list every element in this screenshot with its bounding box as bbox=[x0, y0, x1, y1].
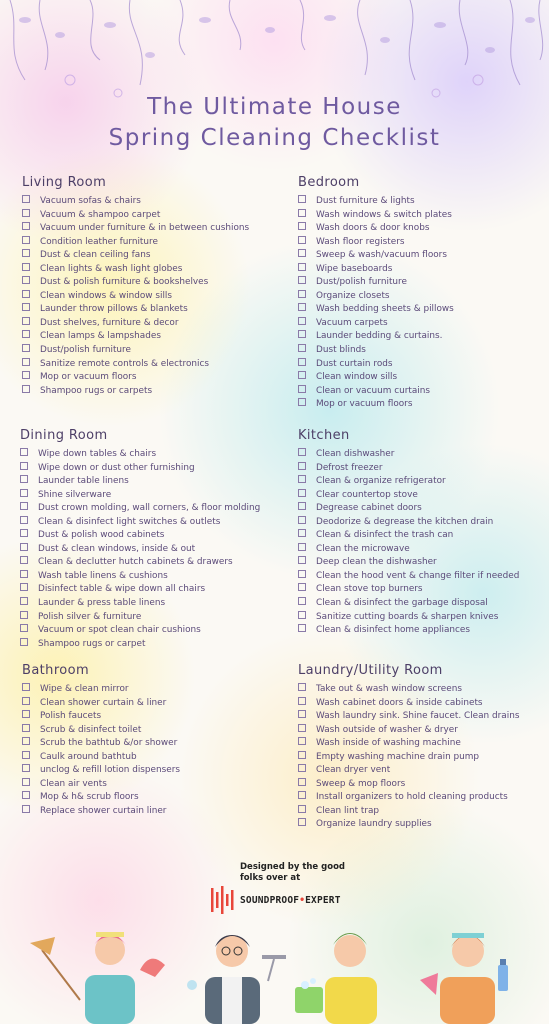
checklist-item-label: Dust shelves, furniture & decor bbox=[40, 317, 179, 328]
checkbox[interactable] bbox=[22, 317, 30, 325]
checkbox[interactable] bbox=[298, 263, 306, 271]
checklist-item[interactable] bbox=[298, 263, 454, 277]
section-living-room bbox=[22, 175, 249, 398]
person-with-squeegee-icon bbox=[187, 935, 286, 1024]
checklist-item[interactable] bbox=[298, 222, 454, 236]
checklist-item-label: Disinfect table & wipe down all chairs bbox=[38, 584, 206, 595]
checkbox[interactable] bbox=[298, 611, 306, 619]
checkbox[interactable] bbox=[20, 638, 28, 646]
section-dining-room bbox=[20, 428, 260, 651]
checkbox[interactable] bbox=[298, 818, 306, 826]
checkbox[interactable] bbox=[22, 358, 30, 366]
person-with-bucket-icon bbox=[295, 933, 377, 1024]
checkbox[interactable] bbox=[22, 791, 30, 799]
checkbox[interactable] bbox=[22, 290, 30, 298]
checklist-item-label: Clean dryer vent bbox=[316, 765, 391, 776]
checklist-item[interactable] bbox=[298, 516, 519, 530]
checklist-item[interactable] bbox=[298, 624, 519, 638]
checklist-item[interactable] bbox=[298, 502, 519, 516]
checklist-item[interactable] bbox=[20, 502, 260, 516]
checklist-item-label: Replace shower curtain liner bbox=[40, 805, 167, 816]
checklist-item[interactable] bbox=[22, 330, 249, 344]
checklist-item-label: Clean dishwasher bbox=[316, 449, 395, 459]
checklist-item-label: Clean windows & window sills bbox=[40, 290, 173, 301]
checkbox[interactable] bbox=[20, 489, 28, 497]
brand-main: SOUNDPROOF bbox=[240, 894, 300, 906]
cleaning-people-illustration bbox=[0, 915, 549, 1024]
checkbox[interactable] bbox=[298, 489, 306, 497]
checklist-item-label: Sweep & wash/vacuum floors bbox=[316, 250, 447, 261]
sound-bars-icon bbox=[210, 886, 236, 914]
checkbox[interactable] bbox=[20, 448, 28, 456]
checklist-item[interactable] bbox=[20, 462, 260, 476]
checkbox[interactable] bbox=[22, 710, 30, 718]
checklist-item-label: Launder & press table linens bbox=[38, 598, 166, 609]
checklist-item[interactable] bbox=[298, 371, 454, 385]
checklist-item[interactable] bbox=[298, 570, 519, 584]
checkbox[interactable] bbox=[298, 697, 306, 705]
checkbox[interactable] bbox=[298, 683, 306, 691]
checklist-item-label: Mop or vacuum floors bbox=[40, 372, 137, 383]
checklist-item[interactable] bbox=[298, 303, 454, 317]
section-heading: Kitchen bbox=[298, 428, 350, 443]
checklist-item[interactable] bbox=[298, 697, 519, 711]
checklist-item-label: Clean & disinfect the trash can bbox=[316, 530, 454, 541]
checklist-item[interactable] bbox=[22, 195, 249, 209]
checkbox[interactable] bbox=[298, 556, 306, 564]
checklist-item[interactable] bbox=[22, 344, 249, 358]
checklist-item[interactable] bbox=[298, 276, 454, 290]
checkbox[interactable] bbox=[22, 683, 30, 691]
checklist-item[interactable] bbox=[298, 330, 454, 344]
credit-line-2: folks over at bbox=[240, 873, 301, 883]
checklist-item-label: Empty washing machine drain pump bbox=[316, 751, 480, 762]
checklist-item[interactable] bbox=[22, 764, 180, 778]
checkbox[interactable] bbox=[298, 751, 306, 759]
checklist-item-label: Clean window sills bbox=[316, 372, 398, 383]
checklist-item-label: Launder table linens bbox=[38, 476, 129, 487]
checklist-item[interactable] bbox=[22, 263, 249, 277]
checklist-item-label: Scrub & disinfect toilet bbox=[40, 724, 142, 735]
checkbox[interactable] bbox=[20, 597, 28, 605]
checklist bbox=[298, 195, 454, 412]
checklist-item-label: Dust/polish furniture bbox=[40, 345, 131, 356]
section-laundry-utility-room bbox=[298, 663, 519, 832]
checklist-item-label: Wipe baseboards bbox=[316, 263, 393, 274]
checklist-item-label: Wash cabinet doors & inside cabinets bbox=[316, 697, 483, 708]
checklist-item[interactable] bbox=[22, 317, 249, 331]
checklist-item-label: Sanitize cutting boards & sharpen knives bbox=[316, 611, 499, 622]
checkbox[interactable] bbox=[20, 529, 28, 537]
section-heading: Bedroom bbox=[298, 175, 360, 190]
checklist-item-label: Install organizers to hold cleaning products bbox=[316, 792, 508, 803]
checkbox[interactable] bbox=[298, 570, 306, 578]
checkbox[interactable] bbox=[22, 805, 30, 813]
checklist-item-label: Clean shower curtain & liner bbox=[40, 697, 167, 708]
title-line-1: The Ultimate House bbox=[147, 94, 402, 120]
checklist-item[interactable] bbox=[298, 529, 519, 543]
checkbox[interactable] bbox=[298, 249, 306, 257]
checkbox[interactable] bbox=[298, 764, 306, 772]
checklist-item[interactable] bbox=[20, 624, 260, 638]
checkbox[interactable] bbox=[22, 195, 30, 203]
checklist-item[interactable] bbox=[20, 570, 260, 584]
checkbox[interactable] bbox=[298, 791, 306, 799]
brand-accent: EXPERT bbox=[305, 894, 341, 906]
checklist-item[interactable] bbox=[22, 358, 249, 372]
checklist-item-label: Vacuum sofas & chairs bbox=[40, 196, 141, 206]
checklist-item-label: Wash floor registers bbox=[316, 236, 405, 247]
checkbox[interactable] bbox=[22, 697, 30, 705]
checkbox[interactable] bbox=[298, 344, 306, 352]
checklist-item-label: Dust blinds bbox=[316, 345, 366, 356]
checklist-item[interactable] bbox=[22, 236, 249, 250]
checklist-item[interactable] bbox=[22, 683, 180, 697]
checklist-item[interactable] bbox=[22, 724, 180, 738]
checklist-item[interactable] bbox=[298, 710, 519, 724]
checklist-item[interactable] bbox=[298, 683, 519, 697]
checkbox[interactable] bbox=[20, 475, 28, 483]
checkbox[interactable] bbox=[298, 398, 306, 406]
checklist-item-label: Sanitize remote controls & electronics bbox=[40, 358, 209, 369]
checklist-item[interactable] bbox=[22, 710, 180, 724]
checkbox[interactable] bbox=[298, 502, 306, 510]
checklist-item[interactable] bbox=[298, 597, 519, 611]
checklist-item-label: Organize laundry supplies bbox=[316, 819, 432, 830]
checkbox[interactable] bbox=[22, 236, 30, 244]
checklist-item-label: Wipe & clean mirror bbox=[40, 684, 129, 694]
section-bathroom bbox=[22, 663, 180, 818]
checklist-item-label: Shine silverware bbox=[38, 489, 112, 500]
checkbox[interactable] bbox=[20, 570, 28, 578]
checklist-item-label: Wipe down or dust other furnishing bbox=[38, 462, 195, 473]
checklist-item[interactable] bbox=[20, 529, 260, 543]
checklist-item-label: Polish faucets bbox=[40, 711, 102, 722]
checklist-item[interactable] bbox=[298, 611, 519, 625]
checklist-item-label: Organize closets bbox=[316, 290, 390, 301]
checklist-item[interactable] bbox=[20, 597, 260, 611]
section-heading: Laundry/Utility Room bbox=[298, 663, 443, 678]
checkbox[interactable] bbox=[298, 290, 306, 298]
page-title bbox=[0, 92, 549, 154]
checkbox[interactable] bbox=[298, 710, 306, 718]
checklist-item[interactable] bbox=[298, 778, 519, 792]
checklist-item[interactable] bbox=[22, 276, 249, 290]
checklist-item-label: Wipe down tables & chairs bbox=[38, 449, 157, 459]
checklist-item[interactable] bbox=[20, 475, 260, 489]
checkbox[interactable] bbox=[298, 805, 306, 813]
checklist-item-label: Clean lamps & lampshades bbox=[40, 331, 161, 342]
checklist-item-label: Vacuum & shampoo carpet bbox=[40, 209, 161, 220]
checkbox[interactable] bbox=[298, 778, 306, 786]
checklist-item[interactable] bbox=[298, 209, 454, 223]
checkbox[interactable] bbox=[22, 249, 30, 257]
checkbox[interactable] bbox=[298, 358, 306, 366]
floral-border-decoration bbox=[0, 0, 549, 100]
checklist-item-label: Dust & clean ceiling fans bbox=[40, 250, 151, 261]
designer-credit bbox=[210, 862, 350, 914]
checklist-item-label: Dust & polish furniture & bookshelves bbox=[40, 277, 209, 288]
checkbox[interactable] bbox=[22, 344, 30, 352]
checklist-item-label: Sweep & mop floors bbox=[316, 778, 406, 789]
checklist-item-label: Clean & disinfect light switches & outlets bbox=[38, 516, 221, 527]
checklist-item-label: Clean lights & wash light globes bbox=[40, 263, 183, 274]
checklist-item[interactable] bbox=[298, 475, 519, 489]
checklist-item[interactable] bbox=[22, 222, 249, 236]
section-heading: Dining Room bbox=[20, 428, 108, 443]
checkbox[interactable] bbox=[298, 222, 306, 230]
checklist-item-label: Clean & organize refrigerator bbox=[316, 476, 446, 487]
checklist-item[interactable] bbox=[22, 778, 180, 792]
checklist-item-label: Dust & polish wood cabinets bbox=[38, 530, 165, 541]
checkbox[interactable] bbox=[298, 371, 306, 379]
checklist-item[interactable] bbox=[298, 764, 519, 778]
checkbox[interactable] bbox=[22, 263, 30, 271]
checkbox[interactable] bbox=[298, 529, 306, 537]
checkbox[interactable] bbox=[298, 276, 306, 284]
checklist-item-label: Clean & declutter hutch cabinets & drawers bbox=[38, 557, 233, 568]
checklist-item[interactable] bbox=[298, 818, 519, 832]
checklist-item-label: Dust curtain rods bbox=[316, 358, 393, 369]
checklist-item-label: Wash inside of washing machine bbox=[316, 738, 461, 749]
checklist-item[interactable] bbox=[22, 751, 180, 765]
checkbox[interactable] bbox=[20, 556, 28, 564]
checklist-item[interactable] bbox=[22, 249, 249, 263]
person-with-broom-icon bbox=[30, 932, 165, 1024]
checkbox[interactable] bbox=[298, 583, 306, 591]
soundproof-expert-logo[interactable] bbox=[210, 886, 350, 914]
checklist-item-label: Dust & clean windows, inside & out bbox=[38, 543, 196, 554]
checklist-item[interactable] bbox=[298, 249, 454, 263]
checklist-item-label: Scrub the bathtub &/or shower bbox=[40, 738, 178, 749]
section-heading: Bathroom bbox=[22, 663, 90, 678]
checkbox[interactable] bbox=[20, 583, 28, 591]
checklist-item-label: Shampoo rugs or carpets bbox=[40, 385, 153, 396]
checklist-item-label: Dust furniture & lights bbox=[316, 196, 415, 206]
checklist-item[interactable] bbox=[298, 751, 519, 765]
checklist-item-label: Clear countertop stove bbox=[316, 489, 418, 500]
checklist-item[interactable] bbox=[20, 638, 260, 652]
checklist-item[interactable] bbox=[22, 737, 180, 751]
checkbox[interactable] bbox=[298, 724, 306, 732]
checkbox[interactable] bbox=[298, 209, 306, 217]
checklist-item[interactable] bbox=[20, 516, 260, 530]
checkbox[interactable] bbox=[298, 330, 306, 338]
checklist-item[interactable] bbox=[22, 371, 249, 385]
checklist-item[interactable] bbox=[298, 236, 454, 250]
checklist-item[interactable] bbox=[298, 462, 519, 476]
checklist-item[interactable] bbox=[20, 489, 260, 503]
checklist-item[interactable] bbox=[298, 556, 519, 570]
checklist-item-label: Mop & h& scrub floors bbox=[40, 792, 139, 803]
brand-dot: • bbox=[299, 894, 306, 906]
checklist-item-label: Clean or vacuum curtains bbox=[316, 385, 430, 396]
checkbox[interactable] bbox=[298, 195, 306, 203]
checklist-item-label: Wash bedding sheets & pillows bbox=[316, 304, 454, 315]
checklist-item-label: Clean & disinfect the garbage disposal bbox=[316, 598, 488, 609]
checkbox[interactable] bbox=[20, 462, 28, 470]
checklist bbox=[298, 683, 519, 832]
checklist-item-label: Deep clean the dishwasher bbox=[316, 557, 437, 568]
checklist-item[interactable] bbox=[298, 358, 454, 372]
checklist-item[interactable] bbox=[20, 556, 260, 570]
checkbox[interactable] bbox=[22, 276, 30, 284]
checklist-item[interactable] bbox=[298, 344, 454, 358]
checklist-item[interactable] bbox=[22, 209, 249, 223]
checkbox[interactable] bbox=[20, 624, 28, 632]
checkbox[interactable] bbox=[22, 778, 30, 786]
checklist-item[interactable] bbox=[298, 791, 519, 805]
checklist-item[interactable] bbox=[20, 448, 260, 462]
checkbox[interactable] bbox=[22, 303, 30, 311]
checklist-item[interactable] bbox=[298, 737, 519, 751]
checklist-item-label: Wash doors & door knobs bbox=[316, 223, 430, 234]
checkbox[interactable] bbox=[298, 624, 306, 632]
checkbox[interactable] bbox=[22, 371, 30, 379]
checkbox[interactable] bbox=[298, 462, 306, 470]
checklist-item-label: Wash table linens & cushions bbox=[38, 570, 168, 581]
checklist-item-label: Launder throw pillows & blankets bbox=[40, 304, 188, 315]
checkbox[interactable] bbox=[298, 385, 306, 393]
brand-name bbox=[240, 895, 341, 906]
title-line-2: Spring Cleaning Checklist bbox=[108, 125, 441, 151]
checklist-item-label: Take out & wash window screens bbox=[316, 684, 462, 694]
checklist-item[interactable] bbox=[298, 805, 519, 819]
checklist-item[interactable] bbox=[298, 448, 519, 462]
checklist-item-label: Mop or vacuum floors bbox=[316, 399, 413, 410]
checklist-item[interactable] bbox=[298, 724, 519, 738]
checklist-item-label: Vacuum carpets bbox=[316, 317, 388, 328]
checklist-item-label: Clean & disinfect home appliances bbox=[316, 625, 470, 636]
checklist-item[interactable] bbox=[298, 290, 454, 304]
checklist-item-label: Wash laundry sink. Shine faucet. Clean drains bbox=[316, 711, 520, 722]
checklist-item[interactable] bbox=[298, 583, 519, 597]
checklist-item-label: Vacuum or spot clean chair cushions bbox=[38, 625, 201, 636]
section-kitchen bbox=[298, 428, 519, 638]
checklist-item[interactable] bbox=[22, 697, 180, 711]
checkbox[interactable] bbox=[22, 222, 30, 230]
checklist-item-label: Clean air vents bbox=[40, 778, 107, 789]
checklist bbox=[22, 195, 249, 398]
checkbox[interactable] bbox=[22, 751, 30, 759]
checkbox[interactable] bbox=[298, 737, 306, 745]
checkbox[interactable] bbox=[22, 330, 30, 338]
checkbox[interactable] bbox=[22, 209, 30, 217]
checklist-item[interactable] bbox=[22, 385, 249, 399]
checklist-item-label: Polish silver & furniture bbox=[38, 611, 142, 622]
checklist-item[interactable] bbox=[298, 489, 519, 503]
checkbox[interactable] bbox=[298, 236, 306, 244]
checklist-item-label: Launder bedding & curtains. bbox=[316, 331, 443, 342]
checklist-item[interactable] bbox=[20, 583, 260, 597]
checklist-item-label: Condition leather furniture bbox=[40, 236, 158, 247]
checkbox[interactable] bbox=[20, 516, 28, 524]
checkbox[interactable] bbox=[298, 543, 306, 551]
checklist-item[interactable] bbox=[298, 317, 454, 331]
checklist bbox=[298, 448, 519, 638]
checklist-item[interactable] bbox=[298, 385, 454, 399]
checklist-item-label: Dust/polish furniture bbox=[316, 277, 407, 288]
checkbox[interactable] bbox=[22, 737, 30, 745]
checklist-item[interactable] bbox=[22, 290, 249, 304]
checkbox[interactable] bbox=[298, 317, 306, 325]
checkbox[interactable] bbox=[20, 502, 28, 510]
checkbox[interactable] bbox=[22, 385, 30, 393]
checklist-item[interactable] bbox=[20, 611, 260, 625]
checklist-item-label: Clean stove top burners bbox=[316, 584, 423, 595]
checklist-item-label: Caulk around bathtub bbox=[40, 751, 137, 762]
checklist-item-label: Dust crown molding, wall corners, & floor molding bbox=[38, 503, 261, 514]
checklist-item[interactable] bbox=[22, 303, 249, 317]
checklist-item-label: Deodorize & degrease the kitchen drain bbox=[316, 516, 494, 527]
checklist-item-label: Vacuum under furniture & in between cushions bbox=[40, 223, 250, 234]
checkbox[interactable] bbox=[298, 516, 306, 524]
checklist-item[interactable] bbox=[22, 805, 180, 819]
checkbox[interactable] bbox=[22, 764, 30, 772]
checklist-item-label: Clean lint trap bbox=[316, 805, 380, 816]
checklist-item-label: Wash windows & switch plates bbox=[316, 209, 452, 220]
checklist-item[interactable] bbox=[298, 195, 454, 209]
checkbox[interactable] bbox=[298, 448, 306, 456]
checklist-item-label: unclog & refill lotion dispensers bbox=[40, 765, 180, 776]
checkbox[interactable] bbox=[298, 475, 306, 483]
checkbox[interactable] bbox=[22, 724, 30, 732]
checklist bbox=[20, 448, 260, 651]
checklist bbox=[22, 683, 180, 818]
checkbox[interactable] bbox=[298, 597, 306, 605]
checkbox[interactable] bbox=[298, 303, 306, 311]
checklist-item-label: Defrost freezer bbox=[316, 462, 383, 473]
section-heading: Living Room bbox=[22, 175, 107, 190]
checklist-item-label: Clean the microwave bbox=[316, 543, 410, 554]
checkbox[interactable] bbox=[20, 611, 28, 619]
checklist-item-label: Degrease cabinet doors bbox=[316, 503, 422, 514]
section-bedroom bbox=[298, 175, 454, 412]
checklist-item-label: Shampoo rugs or carpet bbox=[38, 638, 146, 649]
checklist-item[interactable] bbox=[20, 543, 260, 557]
checklist-item-label: Wash outside of washer & dryer bbox=[316, 724, 458, 735]
checklist-item[interactable] bbox=[298, 543, 519, 557]
checkbox[interactable] bbox=[20, 543, 28, 551]
checklist-item[interactable] bbox=[22, 791, 180, 805]
person-with-spray-bottle-icon bbox=[420, 933, 508, 1024]
credit-line-1: Designed by the good bbox=[240, 862, 346, 872]
checklist-item-label: Clean the hood vent & change filter if needed bbox=[316, 570, 520, 581]
checklist-item[interactable] bbox=[298, 398, 454, 412]
